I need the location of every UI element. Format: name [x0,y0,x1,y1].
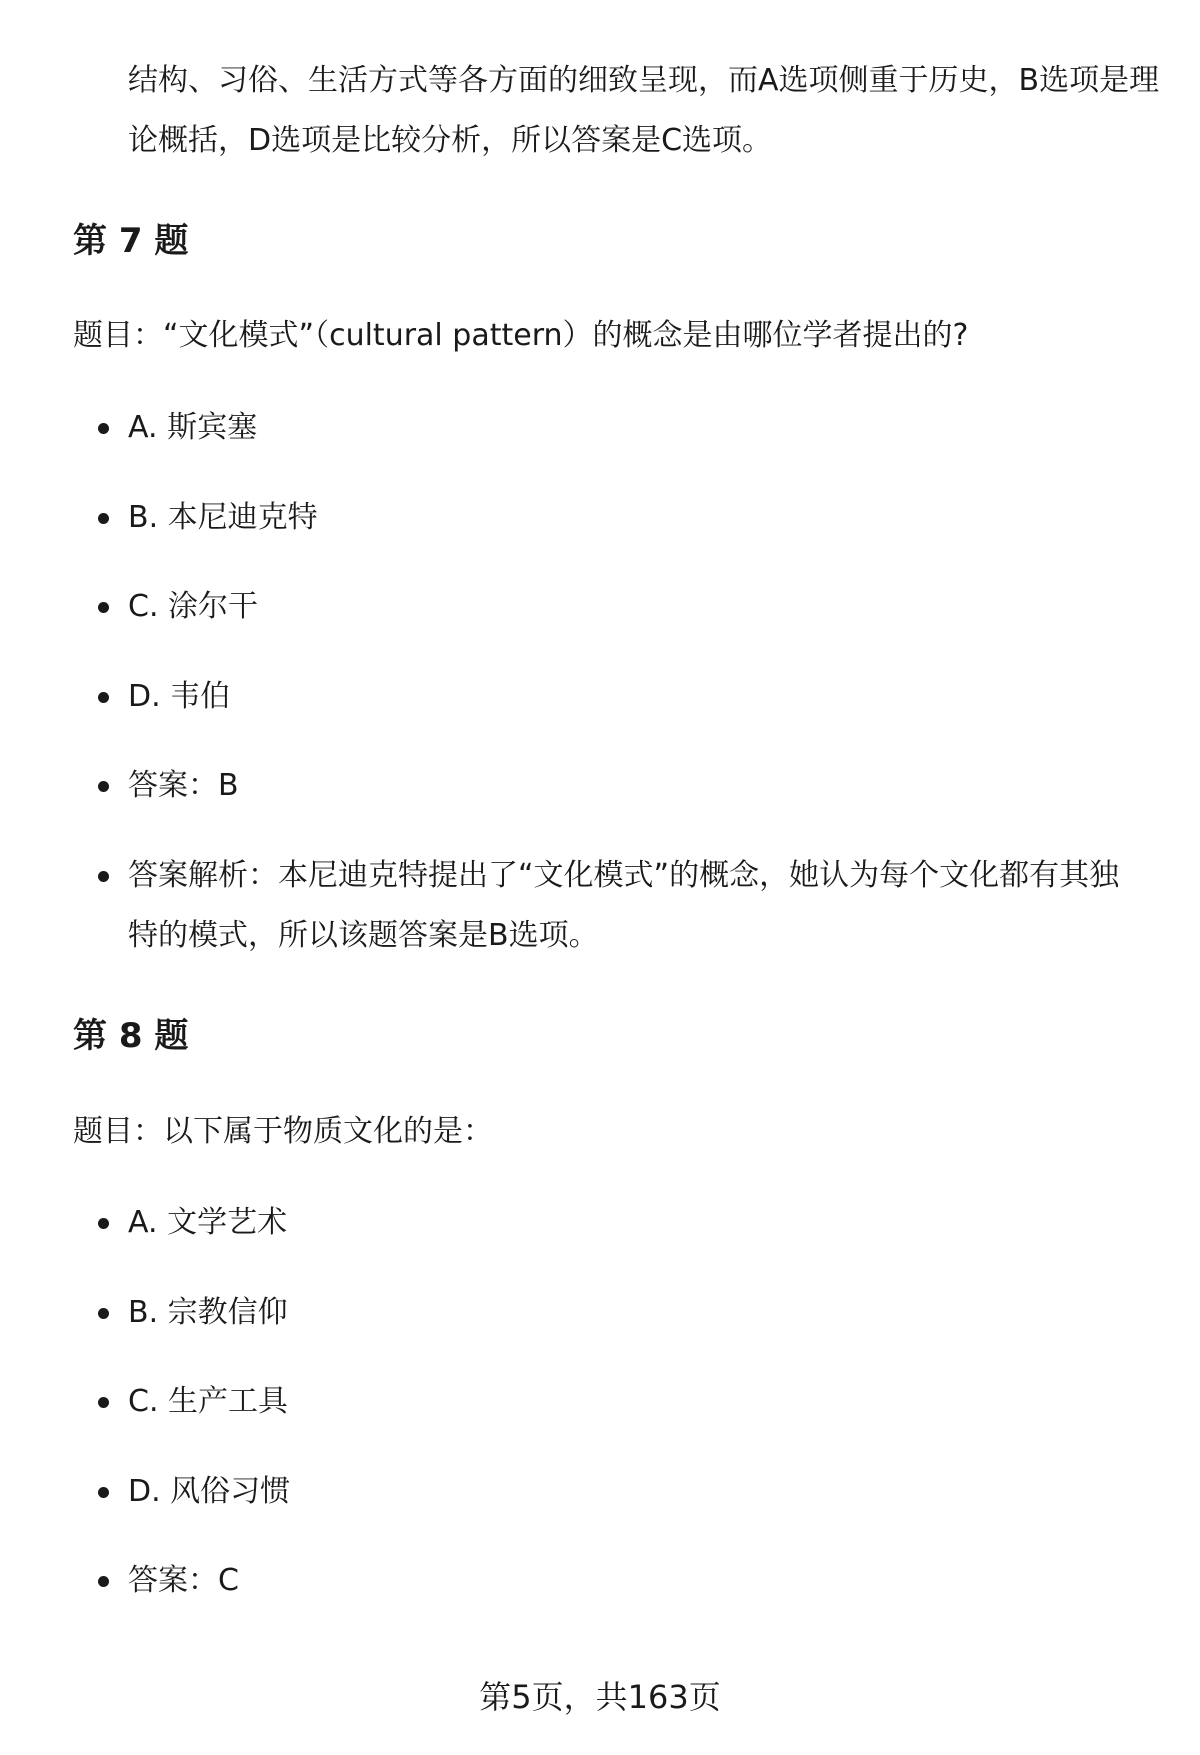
option-label: D. 风俗习惯 [128,1474,291,1509]
answer-label: 答案：C [128,1563,239,1598]
option-label: C. 涂尔干 [128,589,259,624]
option-label: A. 斯宾塞 [128,410,258,445]
bullet-icon [98,1308,109,1319]
option-label: B. 宗教信仰 [128,1295,288,1330]
analysis-line-1: 答案解析：本尼迪克特提出了“文化模式”的概念，她认为每个文化都有其独 [128,858,1120,893]
bullet-icon [98,871,109,882]
question-8-heading: 第 8 题 [73,1016,189,1056]
option-label: D. 韦伯 [128,679,231,714]
question-7-text: 题目：“文化模式”（cultural pattern）的概念是由哪位学者提出的? [73,318,969,353]
bullet-icon [98,513,109,524]
page-number-footer: 第5页，共163页 [479,1678,721,1716]
bullet-icon [98,692,109,703]
bullet-icon [98,1576,109,1587]
bullet-icon [98,602,109,613]
bullet-icon [98,1487,109,1498]
option-label: C. 生产工具 [128,1384,289,1419]
bullet-icon [98,1218,109,1229]
bullet-icon [98,1397,109,1408]
answer-label: 答案：B [128,768,239,803]
question-7-heading: 第 7 题 [73,221,189,261]
bullet-icon [98,781,109,792]
analysis-line-2: 特的模式，所以该题答案是B选项。 [128,918,599,953]
analysis-continuation-line-1: 结构、习俗、生活方式等各方面的细致呈现，而A选项侧重于历史，B选项是理 [128,63,1160,98]
analysis-continuation-line-2: 论概括，D选项是比较分析，所以答案是C选项。 [128,123,773,158]
option-label: B. 本尼迪克特 [128,500,318,535]
question-8-text: 题目：以下属于物质文化的是： [73,1114,493,1149]
option-label: A. 文学艺术 [128,1205,288,1240]
bullet-icon [98,423,109,434]
